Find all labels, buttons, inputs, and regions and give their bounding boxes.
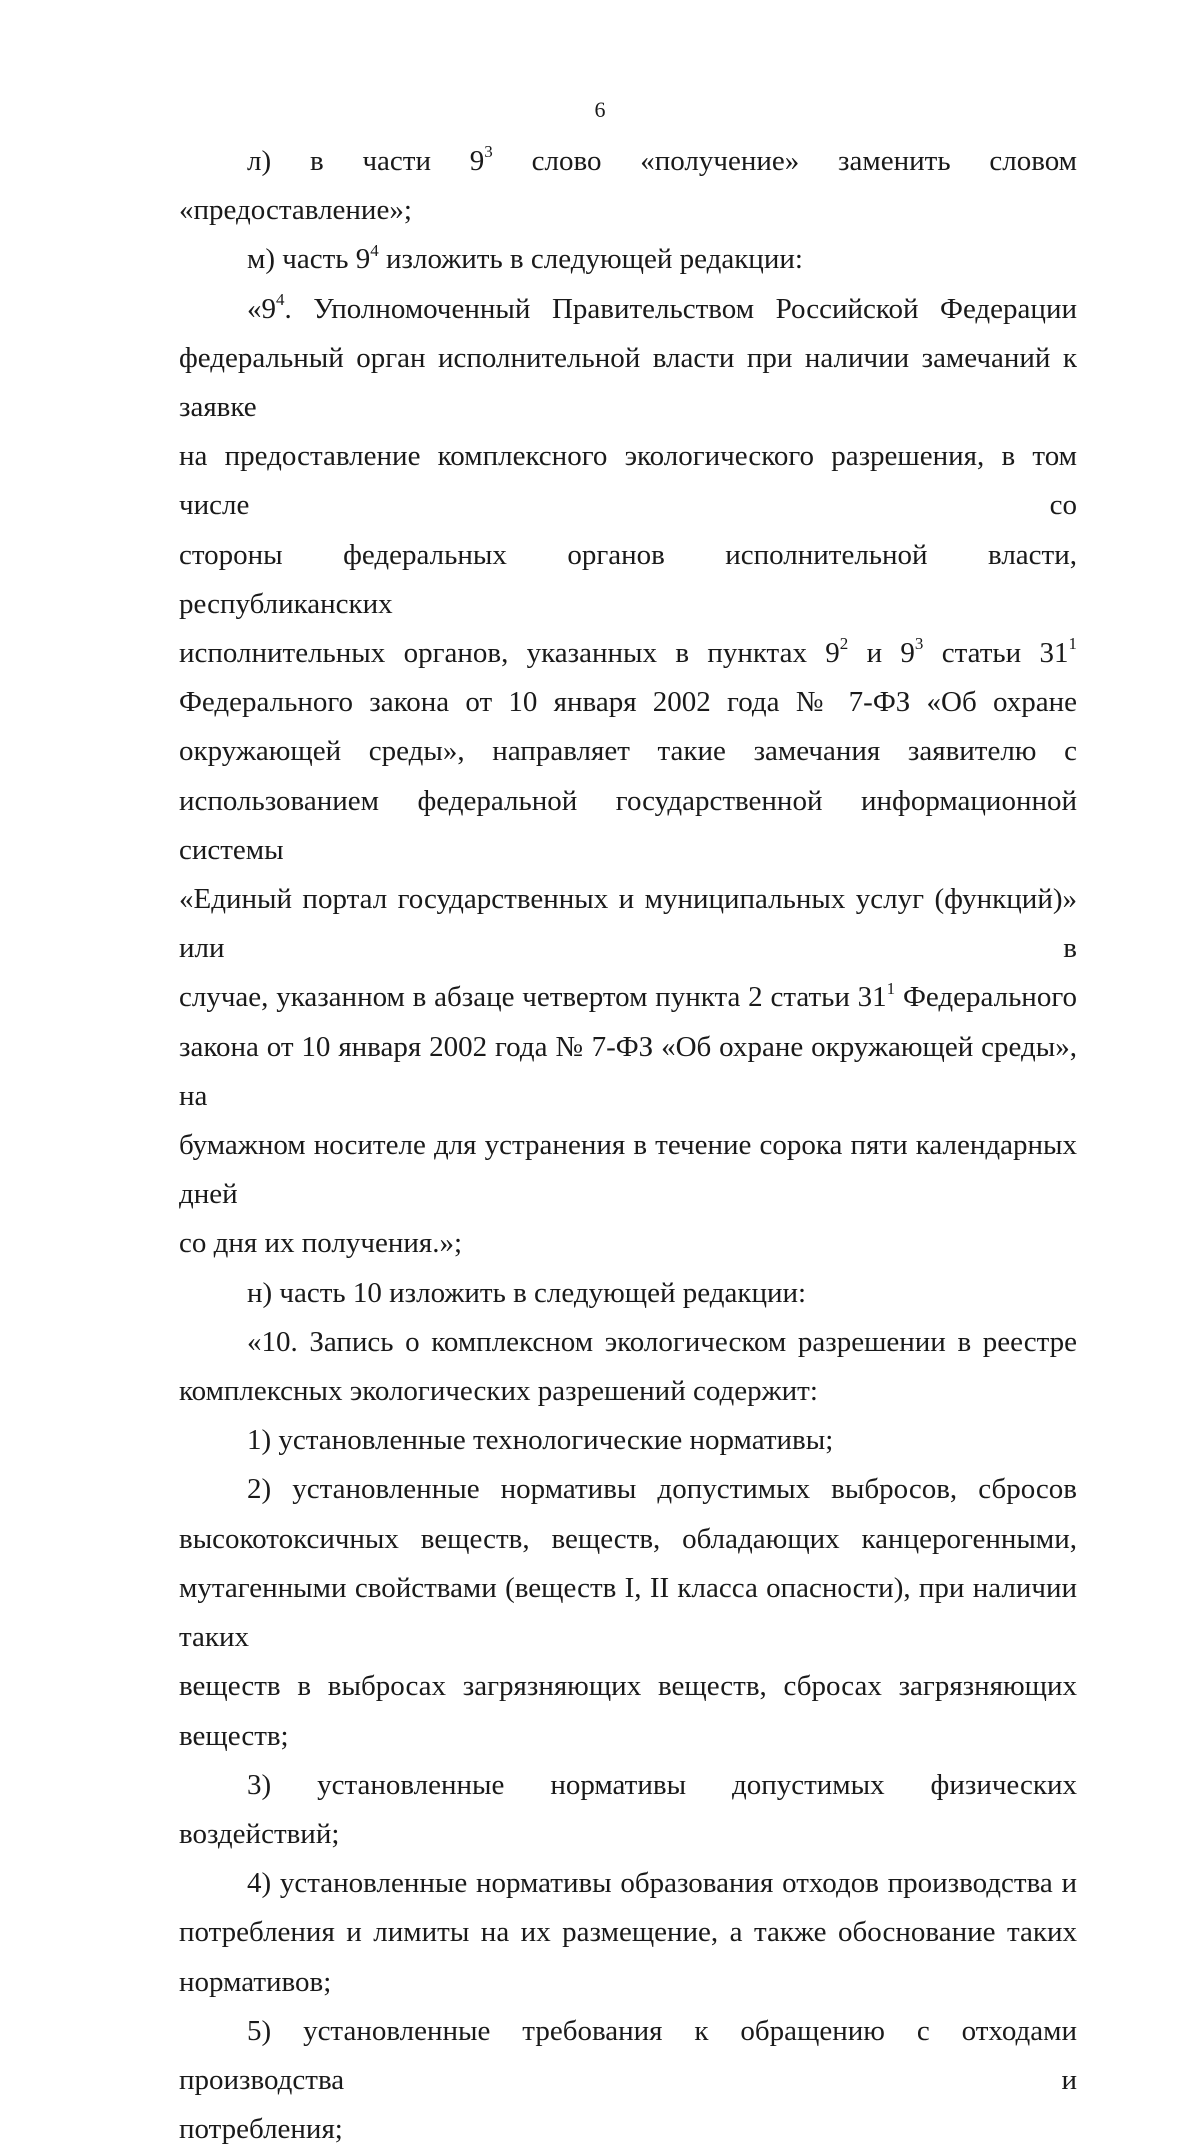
text-line: окружающей среды», направляет такие замечания заявителю с (179, 735, 1077, 768)
text-line: бумажном носителе для устранения в течение сорока пяти календарных дней (179, 1129, 1077, 1211)
text-line: Федерального закона от 10 января 2002 года № 7-ФЗ «Об охране (179, 686, 1077, 719)
text-line: со дня их получения.»; (179, 1227, 463, 1260)
list-item-1: 1) установленные технологические нормативы; (247, 1424, 834, 1457)
page-number: 6 (594, 97, 606, 122)
paragraph-l: л) в части $9^3$ слово «получение» заменить словом «предоставление»; (179, 142, 1077, 227)
text-line: «$9^4$. Уполномоченный Правительством Российской Федерации (247, 289, 1077, 325)
text-line: исполнительных органов, указанных в пунктах $9^2$ и $9^3$ статьи $31^1$ (179, 634, 1077, 670)
text-line: «10. Запись о комплексном экологическом разрешении в реестре (247, 1325, 1077, 1358)
paragraph-part-10 (179, 1318, 1077, 1416)
paragraph-n: н) часть 10 изложить в следующей редакции: (247, 1276, 807, 1309)
document-body (179, 137, 1077, 2154)
text-line: веществ в выбросах загрязняющих веществ, сбросах загрязняющих веществ; (179, 1670, 1077, 1752)
text-line: «Единый портал государственных и муниципальных услуг (функций)» или в (179, 883, 1077, 965)
list-item-2 (179, 1465, 1077, 1760)
text-line: закона от 10 января 2002 года № 7-ФЗ «Об охране окружающей среды», на (179, 1030, 1077, 1112)
text-line: комплексных экологических разрешений содержит: (179, 1375, 818, 1408)
paragraph-m: м) часть $9^4$ изложить в следующей редакции: (247, 240, 803, 276)
text-line: 5) установленные требования к обращению с отходами производства и (179, 2014, 1077, 2096)
text-line: потребления и лимиты на их размещение, а также обоснование таких (179, 1916, 1077, 1949)
text-line: 4) установленные нормативы образования отходов производства и (247, 1867, 1077, 1900)
text-line: стороны федеральных органов исполнительной власти, республиканских (179, 538, 1077, 620)
list-item-3: 3) установленные нормативы допустимых физических воздействий; (179, 1768, 1077, 1850)
text-line: на предоставление комплексного экологического разрешения, в том числе со (179, 440, 1077, 522)
text-line: высокотоксичных веществ, веществ, обладающих канцерогенными, (179, 1522, 1077, 1555)
list-item-4 (179, 1859, 1077, 2007)
text-line: случае, указанном в абзаце четвертом пункта 2 статьи $31^1$ Федерального (179, 978, 1077, 1014)
list-item-5 (179, 2007, 1077, 2154)
text-line: потребления; (179, 2113, 343, 2146)
paragraph-part-9-4 (179, 285, 1077, 1269)
text-line: использованием федеральной государственной информационной системы (179, 784, 1077, 866)
text-line: 2) установленные нормативы допустимых выбросов, сбросов (247, 1473, 1077, 1506)
text-line: федеральный орган исполнительной власти при наличии замечаний к заявке (179, 341, 1077, 424)
text-line: мутагенными свойствами (веществ I, II класса опасности), при наличии таких (179, 1571, 1077, 1654)
text-line: нормативов; (179, 1965, 332, 1998)
